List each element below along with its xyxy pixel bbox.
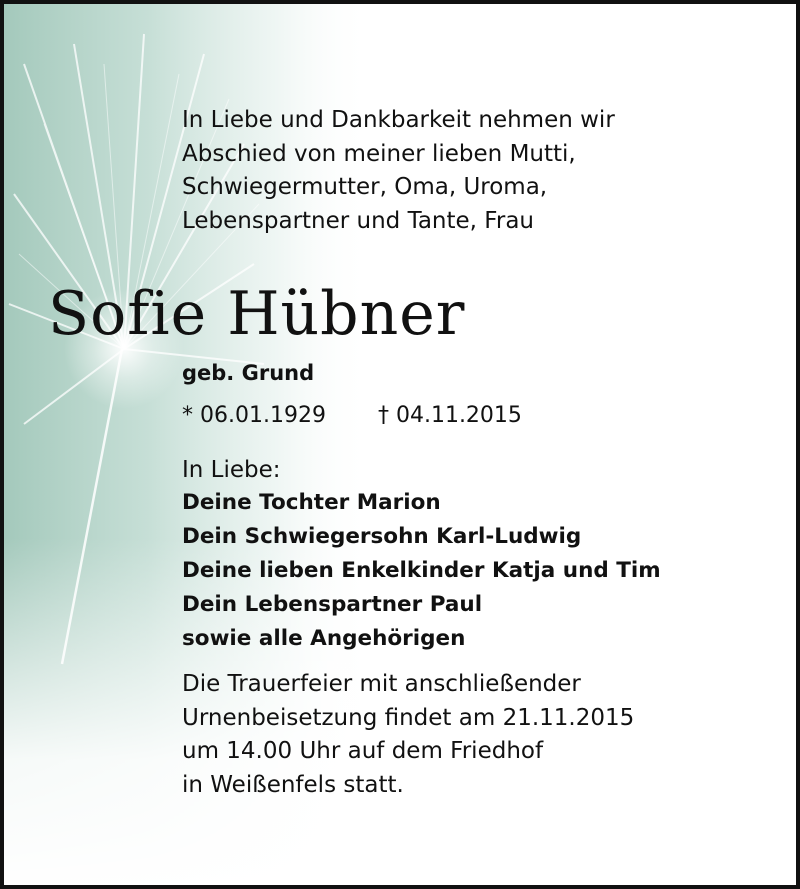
- mourner: sowie alle Angehörigen: [182, 626, 466, 651]
- mourners-label: In Liebe:: [182, 457, 281, 483]
- intro-text: [182, 104, 615, 238]
- intro-line: Schwiegermutter, Oma, Uroma,: [182, 174, 548, 200]
- mourner: Dein Lebenspartner Paul: [182, 592, 483, 617]
- mourner: Deine lieben Enkelkinder Katja und Tim: [182, 558, 661, 583]
- mourner: Dein Schwiegersohn Karl-Ludwig: [182, 524, 582, 549]
- ceremony-line: um 14.00 Uhr auf dem Friedhof: [182, 738, 544, 764]
- intro-line: Lebenspartner und Tante, Frau: [182, 207, 534, 234]
- maiden-name: geb. Grund: [182, 361, 315, 385]
- mourner: Deine Tochter Marion: [182, 490, 441, 515]
- intro-line: In Liebe und Dankbarkeit nehmen wir: [182, 107, 615, 133]
- ceremony-line: in Weißenfels statt.: [182, 771, 404, 798]
- death-date: † 04.11.2015: [377, 403, 522, 428]
- intro-line: Abschied von meiner lieben Mutti,: [182, 140, 576, 167]
- mourners-list: [182, 486, 661, 656]
- deceased-name: Sofie Hübner: [48, 279, 466, 349]
- ceremony-line: Die Trauerfeier mit anschließender: [182, 671, 581, 697]
- ceremony-line: Urnenbeisetzung findet am 21.11.2015: [182, 704, 635, 731]
- life-dates: [182, 400, 522, 432]
- birth-date: * 06.01.1929: [182, 403, 326, 428]
- ceremony-info: [182, 668, 634, 802]
